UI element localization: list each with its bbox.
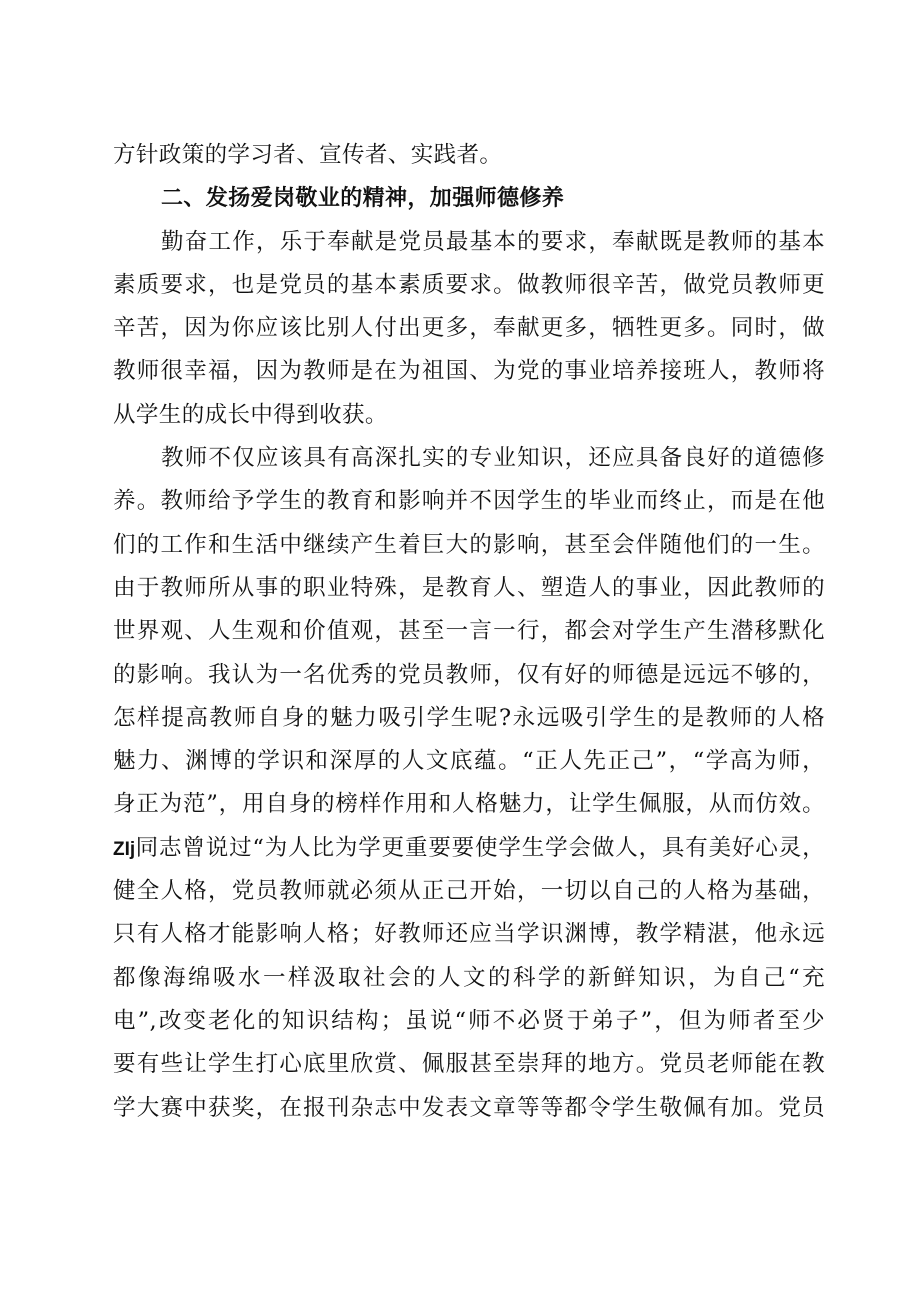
text-line: 由于教师所从事的职业特殊，是教育人、塑造人的事业，因此教师的 — [113, 574, 825, 601]
text-line-rest: 同志曾说过“为人比为学更重要要使学生学会做人，具有美好心灵， — [135, 834, 825, 861]
section-heading: 二、发扬爱岗敬业的精神，加强师德修养 — [161, 186, 565, 212]
text-line: 教师不仅应该具有高深扎实的专业知识，还应具备良好的道德修 — [161, 445, 825, 472]
text-line: 健全人格，党员教师就必须从正己开始，一切以自己的人格为基础， — [113, 878, 825, 905]
text-line: 勤奋工作，乐于奉献是党员最基本的要求，奉献既是教师的基本 — [161, 228, 825, 255]
text-line: 养。教师给予学生的教育和影响并不因学生的毕业而终止，而是在他 — [113, 488, 825, 515]
text-line: 世界观、人生观和价值观，甚至一言一行，都会对学生产生潜移默化 — [113, 618, 825, 645]
text-line: 素质要求，也是党员的基本素质要求。做教师很辛苦，做党员教师更 — [113, 271, 825, 298]
text-line — [113, 827, 825, 870]
text-line: 方针政策的学习者、宣传者、实践者。 — [113, 142, 503, 168]
text-line: 学大赛中获奖，在报刊杂志中发表文章等等都令学生敬佩有加。党员 — [113, 1094, 825, 1121]
text-line: 电”,改变老化的知识结构；虽说“师不必贤于弟子”，但为师者至少 — [113, 1007, 825, 1034]
text-line: 魅力、渊博的学识和深厚的人文底蕴。“正人先正己”，“学高为师， — [113, 748, 825, 775]
text-line: 教师很幸福，因为教师是在为祖国、为党的事业培养接班人，教师将 — [113, 358, 825, 385]
name-abbreviation: ZIj — [113, 838, 136, 860]
text-line: 们的工作和生活中继续产生着巨大的影响，甚至会伴随他们的一生。 — [113, 531, 825, 558]
text-line: 要有些让学生打心底里欣赏、佩服甚至崇拜的地方。党员老师能在教 — [113, 1051, 825, 1078]
text-line: 都像海绵吸水一样汲取社会的人文的科学的新鲜知识，为自己“充 — [113, 964, 825, 991]
text-line: 只有人格才能影响人格；好教师还应当学识渊博，教学精湛，他永远 — [113, 921, 825, 948]
text-line: 的影响。我认为一名优秀的党员教师，仅有好的师德是远远不够的， — [113, 661, 825, 688]
text-line: 身正为范”，用自身的榜样作用和人格魅力，让学生佩服，从而仿效。 — [113, 791, 825, 818]
text-line: 从学生的成长中得到收获。 — [113, 401, 388, 428]
text-line: 怎样提高教师自身的魅力吸引学生呢?永远吸引学生的是教师的人格 — [113, 704, 825, 731]
document-body — [113, 134, 825, 1130]
text-line: 辛苦，因为你应该比别人付出更多，奉献更多，牺牲更多。同时，做 — [113, 315, 825, 342]
